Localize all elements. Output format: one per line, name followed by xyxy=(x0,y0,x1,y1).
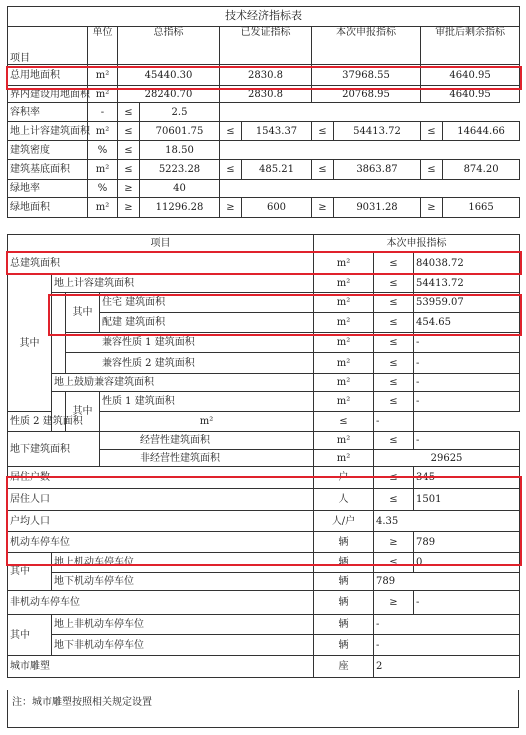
table-row: 其中 地上计容建筑面积 m² ≤ 54413.72 xyxy=(8,275,520,293)
qizhong-label: 其中 xyxy=(8,275,52,412)
header-item: 项目 xyxy=(8,27,88,65)
table-row: 地下建筑面积 经营性建筑面积 m² ≤ - xyxy=(8,432,520,450)
header-issued: 已发证指标 xyxy=(220,27,312,65)
table-row: 界内建设用地面积 m² 28240.70 2830.8 20768.95 4640.95 xyxy=(8,86,520,103)
table-row: 兼容性质 2 建筑面积 m² ≤ - xyxy=(8,353,520,374)
row-label: 容积率 xyxy=(8,103,88,122)
qizhong-label: 其中 xyxy=(66,293,100,333)
table-row: 机动车停车位 辆 ≥ 789 xyxy=(8,532,520,553)
table-row: 户均人口 人/户 4.35 xyxy=(8,511,520,532)
table-row: 建筑密度 % ≤ 18.50 xyxy=(8,141,520,160)
header-current: 本次申报指标 xyxy=(312,27,421,65)
table-row: 容积率 - ≤ 2.5 xyxy=(8,103,520,122)
table-row: 地下机动车停车位 辆 789 xyxy=(8,573,520,591)
qizhong-label: 其中 xyxy=(8,553,52,591)
table-row: 居住户数 户 ≤ 345 xyxy=(8,467,520,489)
table-row: 兼容性质 1 建筑面积 m² ≤ - xyxy=(8,333,520,353)
top-indicator-table xyxy=(7,6,520,218)
table-row: 总建筑面积 m² ≤ 84038.72 xyxy=(8,253,520,275)
table-row: 配建 建筑面积 m² ≤ 454.65 xyxy=(8,313,520,333)
table-row: 地下非机动车停车位 辆 - xyxy=(8,635,520,656)
bottom-header-item: 项目 xyxy=(8,235,314,253)
qizhong-label: 其中 xyxy=(66,392,100,432)
table-title: 技术经济指标表 xyxy=(8,7,520,27)
header-unit: 单位 xyxy=(88,27,118,65)
table-row: 地上鼓励兼容建筑面积 m² ≤ - xyxy=(8,374,520,392)
table-row: 建筑基底面积 m² ≤ 5223.28 ≤ 485.21 ≤ 3863.87 ≤ 874.20 xyxy=(8,160,520,180)
table-row: 居住人口 人 ≤ 1501 xyxy=(8,489,520,511)
row-label: 绿地面积 xyxy=(8,198,88,218)
bottom-header-current: 本次申报指标 xyxy=(314,235,520,253)
footnote: 注：城市雕塑按照相关规定设置 xyxy=(7,690,519,728)
table-row: 绿地率 % ≥ 40 xyxy=(8,180,520,198)
row-label: 建筑基底面积 xyxy=(8,160,88,180)
table-row: 绿地面积 m² ≥ 11296.28 ≥ 600 ≥ 9031.28 ≥ 1665 xyxy=(8,198,520,218)
table-row: 性质 2 建筑面积 m² ≤ - xyxy=(8,412,520,432)
row-label: 地上计容建筑面积 xyxy=(8,122,88,141)
row-label: 总用地面积 xyxy=(8,65,88,86)
table-row: 非经营性建筑面积 m² 29625 xyxy=(8,450,520,467)
table-row: 地上计容建筑面积 m² ≤ 70601.75 ≤ 1543.37 ≤ 54413.72 ≤ 14644.66 xyxy=(8,122,520,141)
table-row: 总用地面积 m² 45440.30 2830.8 37968.55 4640.95 xyxy=(8,65,520,86)
row-label: 绿地率 xyxy=(8,180,88,198)
header-total: 总指标 xyxy=(118,27,220,65)
table-row: 其中 性质 1 建筑面积 m² ≤ - xyxy=(8,392,520,412)
table-row: 其中 住宅 建筑面积 m² ≤ 53959.07 xyxy=(8,293,520,313)
row-label: 建筑密度 xyxy=(8,141,88,160)
table-row: 其中 地上机动车停车位 辆 ≤ 0 xyxy=(8,553,520,573)
qizhong-label: 其中 xyxy=(8,615,52,656)
row-label: 界内建设用地面积 xyxy=(8,86,88,103)
header-remain: 审批后剩余指标 xyxy=(421,27,520,65)
table-row: 非机动车停车位 辆 ≥ - xyxy=(8,591,520,615)
bottom-indicator-table xyxy=(7,234,520,678)
table-row: 其中 地上非机动车停车位 辆 - xyxy=(8,615,520,635)
table-row: 城市雕塑 座 2 xyxy=(8,656,520,678)
